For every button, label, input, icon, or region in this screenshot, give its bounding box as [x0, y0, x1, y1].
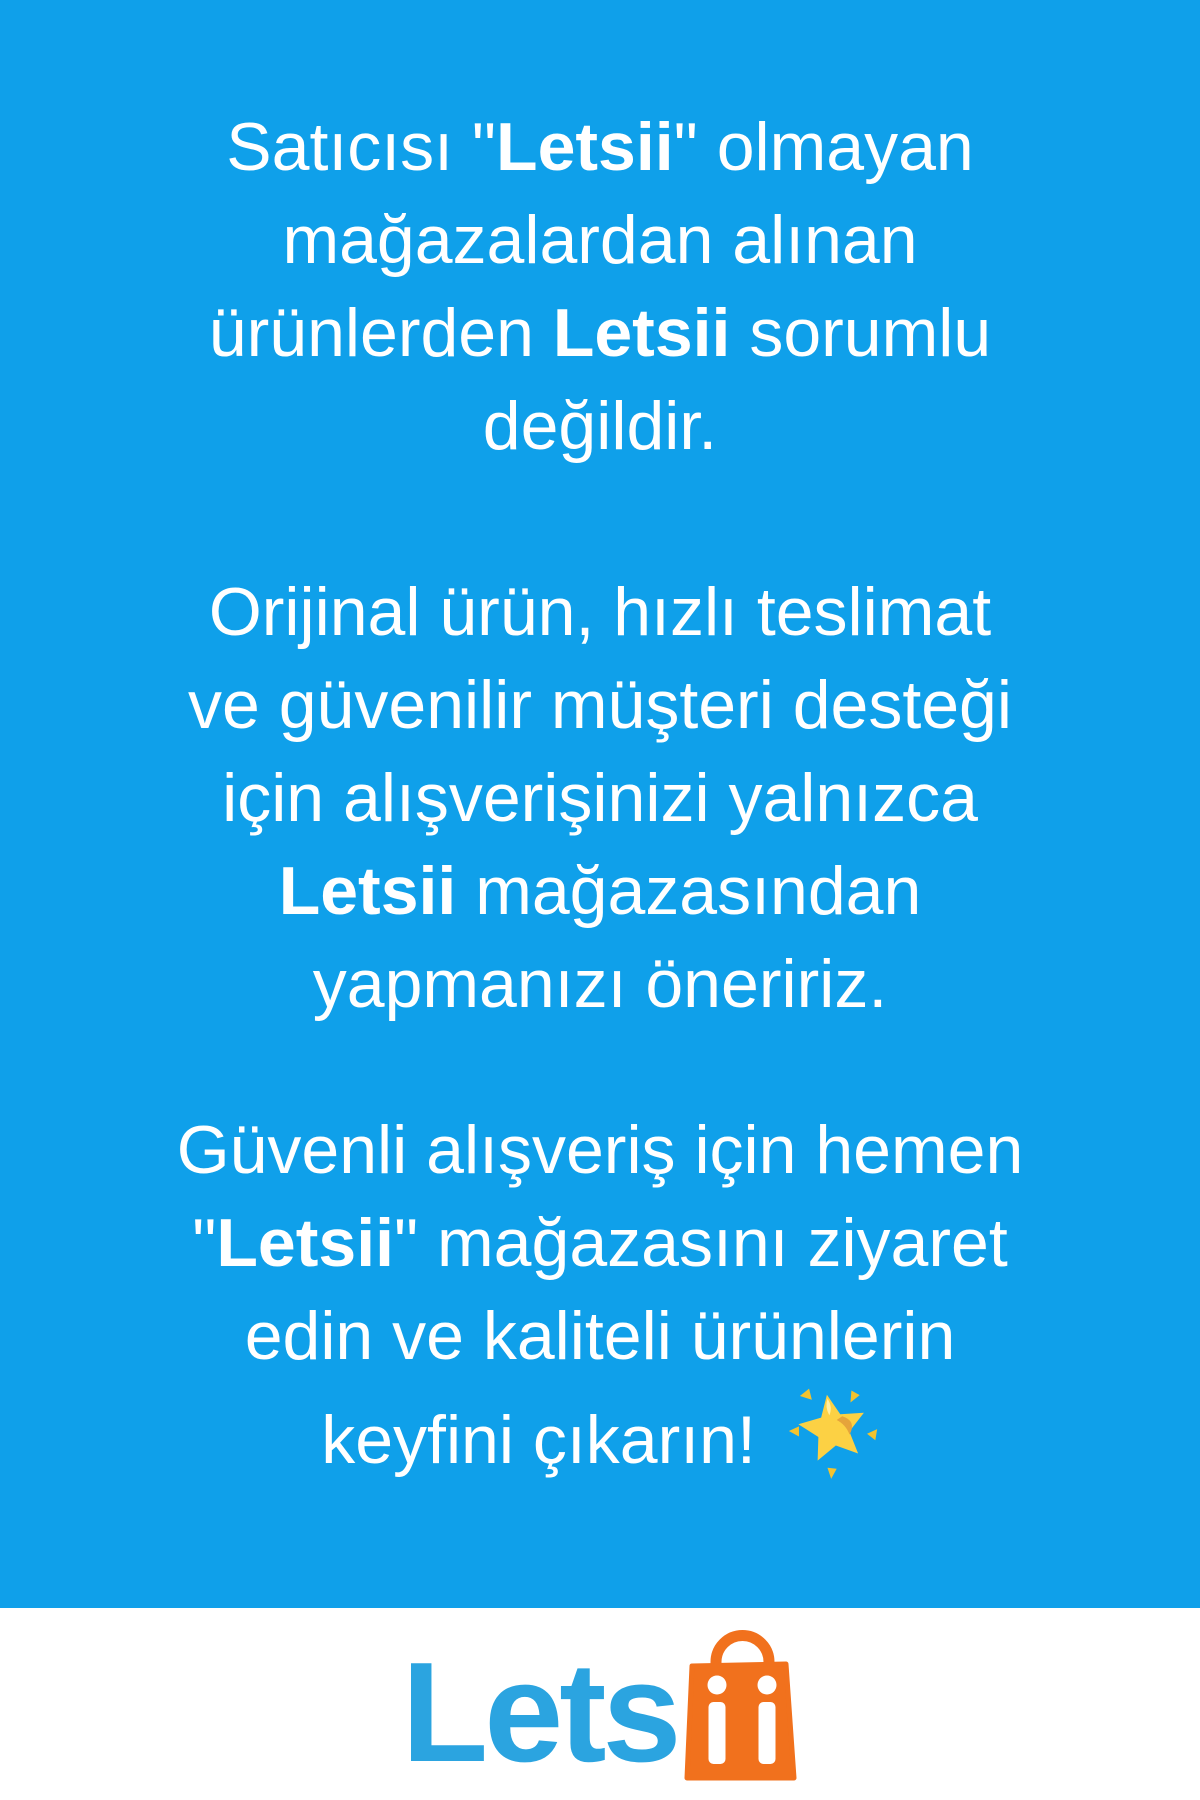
- logo-wordmark: Lets: [401, 1633, 678, 1792]
- text-segment: mağazalardan alınan: [282, 202, 918, 278]
- shopping-bag-icon: [683, 1624, 798, 1784]
- text-segment: için alışverişinizi yalnızca: [222, 760, 978, 836]
- text-segment: Satıcısı ": [226, 109, 497, 185]
- text-line: [0, 287, 1200, 380]
- text-line: [0, 380, 1200, 473]
- text-line: [0, 1104, 1200, 1197]
- text-segment: " mağazasını ziyaret: [394, 1205, 1008, 1281]
- brand-name: Letsii: [216, 1205, 394, 1281]
- text-segment: keyfini çıkarın!: [321, 1402, 756, 1478]
- text-segment: sorumlu: [730, 295, 992, 371]
- paragraph: [0, 566, 1200, 1031]
- bag-letter-i: [758, 1676, 777, 1765]
- text-line: [0, 1197, 1200, 1290]
- text-segment: ürünlerden: [208, 295, 553, 371]
- text-line: [0, 1290, 1200, 1383]
- text-segment: mağazasından: [456, 853, 922, 929]
- text-line: [0, 101, 1200, 194]
- text-line: [0, 752, 1200, 845]
- text-line: [0, 845, 1200, 938]
- brand-name: Letsii: [496, 109, 674, 185]
- text-line: [0, 566, 1200, 659]
- letsii-logo: [401, 1624, 799, 1792]
- text-line: [0, 194, 1200, 287]
- glowing-star-icon: [787, 1383, 879, 1479]
- footer: [0, 1608, 1200, 1800]
- text-line: [0, 938, 1200, 1031]
- bag-letter-i: [708, 1676, 727, 1765]
- text-segment: değildir.: [482, 388, 718, 464]
- text-segment: ": [192, 1205, 217, 1281]
- text-segment: " olmayan: [673, 109, 974, 185]
- text-line: [0, 659, 1200, 752]
- text-segment: Orijinal ürün, hızlı teslimat: [208, 574, 992, 650]
- text-segment: Güvenli alışveriş için hemen: [176, 1112, 1024, 1188]
- text-segment: ve güvenilir müşteri desteği: [188, 667, 1012, 743]
- paragraph: [0, 101, 1200, 473]
- paragraph: [0, 1104, 1200, 1487]
- brand-name: Letsii: [552, 295, 731, 371]
- text-line: [0, 1383, 1200, 1487]
- brand-name: Letsii: [278, 853, 457, 929]
- text-segment: edin ve kaliteli ürünlerin: [244, 1298, 956, 1374]
- text-segment: yapmanızı öneririz.: [312, 946, 888, 1022]
